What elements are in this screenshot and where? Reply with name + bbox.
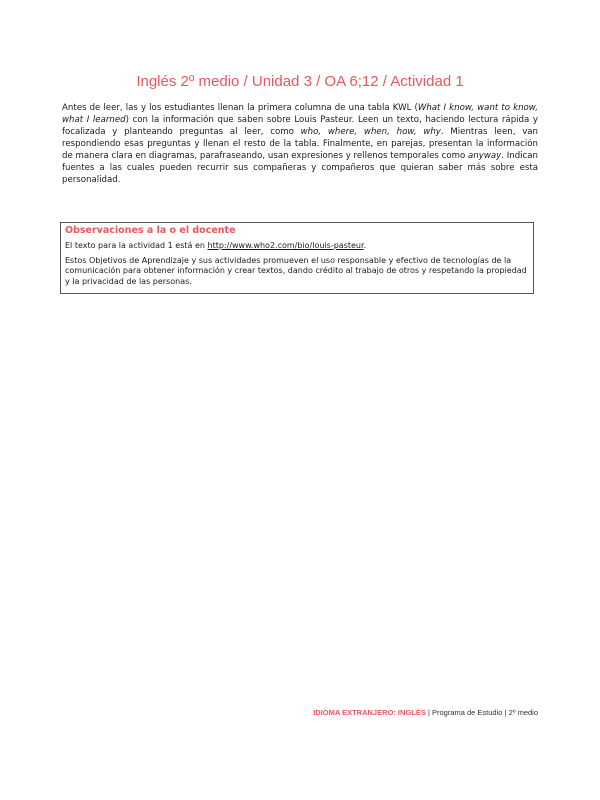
observations-source-prefix: El texto para la actividad 1 está en <box>65 241 208 250</box>
teacher-observations-box <box>60 222 534 294</box>
observations-text-objectives: Estos Objetivos de Aprendizaje y sus actividades promueven el uso responsable y efectivo de tecnologías de la comunicación para obtener información y crear textos, dando crédito al trabajo de otros y respetando la propiedad y la privacidad de las personas. <box>65 255 527 286</box>
footer-program: Programa de Estudio <box>431 708 503 717</box>
intro-text-1: Antes de leer, las y los estudiantes llenan la primera columna de una tabla KWL ( <box>62 103 418 113</box>
intro-wh-emphasis: who, where, when, how, why <box>300 127 441 137</box>
observations-source-suffix: . <box>363 241 367 250</box>
footer-subject: IDIOMA EXTRANJERO: INGLÉS <box>313 708 426 717</box>
footer-separator: | <box>502 708 509 717</box>
intro-kwl-emphasis: What I know, want to know, what I learned <box>62 103 538 125</box>
intro-text-4: . Indican fuentes a las cuales pueden recurrir sus compañeras y compañeros que quieran saber más sobre esta personalidad. <box>62 151 538 185</box>
intro-paragraph <box>62 102 538 186</box>
source-link[interactable]: http://www.who2.com/bio/louis-pasteur <box>207 241 364 250</box>
page-title: Inglés 2º medio / Unidad 3 / OA 6;12 / Actividad 1 <box>136 73 464 90</box>
intro-anyway-emphasis: anyway <box>468 151 502 161</box>
footer-separator: | <box>425 708 432 717</box>
observations-text-source <box>65 241 529 252</box>
page-footer <box>313 708 538 717</box>
footer-grade: 2º medio <box>508 708 538 717</box>
intro-text-3: . Mientras leen, van respondiendo esas preguntas y llenan el resto de la tabla. Finalmente, en parejas, presentan la información de manera clara en diagramas, parafraseando, usan expresiones y rellenos temporales como <box>62 127 538 161</box>
intro-text-2: ) con la información que saben sobre Louis Pasteur. Leen un texto, haciendo lectura rápida y focalizada y planteando preguntas al leer, como <box>62 115 538 137</box>
observations-title: Observaciones a la o el docente <box>65 225 236 236</box>
